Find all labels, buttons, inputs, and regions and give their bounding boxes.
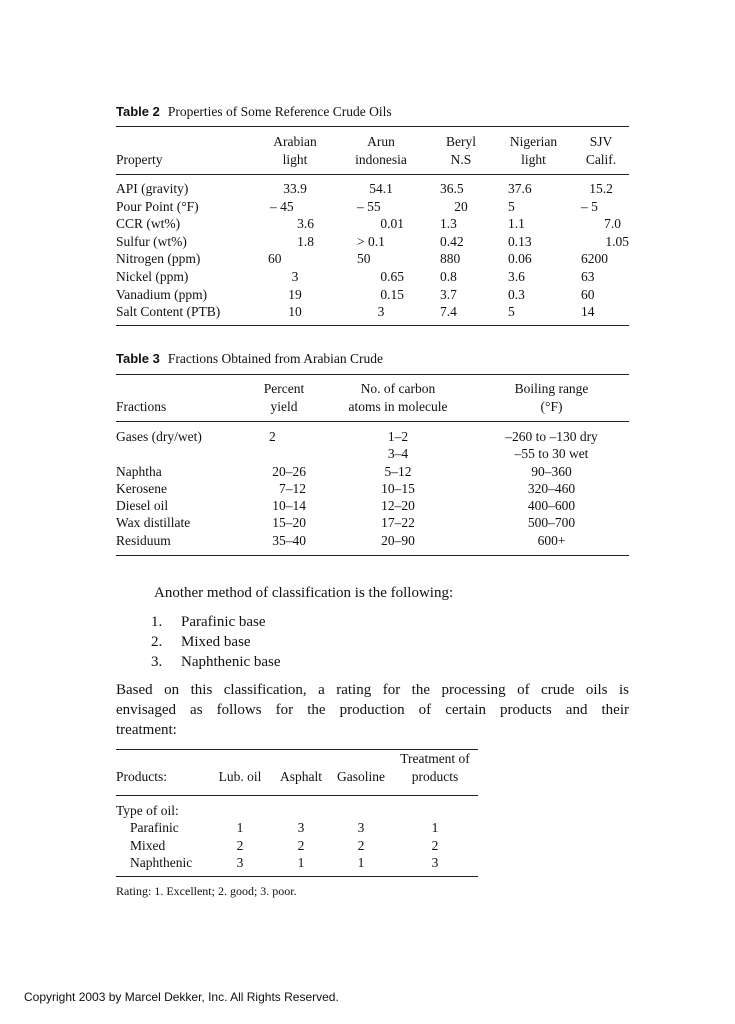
- table3-caption: [116, 351, 383, 367]
- list-number: 3.: [151, 654, 163, 670]
- table2-cell: 3: [377, 304, 385, 320]
- table4-header-cell: Products:: [116, 769, 168, 784]
- table3-cell: 10–15: [381, 480, 415, 496]
- table3-cell: Wax distillate: [116, 515, 191, 531]
- table2-top-rule: [116, 126, 629, 127]
- table3-cell: Kerosene: [116, 480, 167, 496]
- table3-header-cell: Boiling range: [514, 381, 589, 396]
- table3-label: Table 3: [116, 351, 160, 366]
- table3-cell: 2: [269, 429, 276, 444]
- list-text: Parafinic base: [181, 614, 266, 630]
- table2-cell: 36.5: [440, 181, 464, 196]
- table2-header: [116, 133, 629, 169]
- table2-header-cell: Property: [116, 152, 163, 167]
- table3-top-rule: [116, 374, 629, 375]
- table2-cell: 3.7: [440, 286, 457, 302]
- table2-cell: 63: [581, 268, 595, 284]
- paragraph-line: envisaged as follows for the production of certain products and their: [116, 702, 629, 718]
- table2-cell: 54.1: [369, 181, 393, 196]
- table2-header-cell: Nigerian: [509, 134, 558, 149]
- table2-header-rule: [116, 174, 629, 175]
- table-row: [116, 268, 629, 286]
- table3-bottom-rule: [116, 555, 629, 556]
- table-row: [116, 286, 629, 304]
- table-row: [116, 802, 478, 819]
- table2-cell: 60: [268, 251, 282, 267]
- table2-cell: Vanadium (ppm): [116, 286, 208, 302]
- table2-cell: 50: [357, 251, 371, 267]
- table2-header-cell: Arun: [367, 134, 395, 149]
- table2-cell: Sulfur (wt%): [116, 233, 187, 249]
- table-row: [116, 532, 629, 549]
- table3-cell: 7–12: [279, 480, 306, 496]
- table4-bottom-rule: [116, 876, 478, 877]
- table2-body: [116, 180, 629, 321]
- table2-cell: 5: [508, 198, 515, 214]
- table2-header-cell: Arabian: [273, 134, 317, 149]
- list-number: 2.: [151, 634, 163, 650]
- table2-cell: 1.8: [297, 233, 314, 249]
- table2-cell: 33.9: [283, 181, 307, 196]
- classification-intro: Another method of classification is the following:: [154, 585, 454, 601]
- table3-cell: 17–22: [381, 515, 415, 531]
- table3-cell: –55 to 30 wet: [514, 446, 589, 462]
- table2-cell: 3.6: [297, 216, 314, 232]
- table3-cell: 90–360: [531, 463, 572, 479]
- table-row: [116, 233, 629, 251]
- table-row: [116, 514, 629, 531]
- table3-body: [116, 428, 629, 549]
- table3-header-cell: No. of carbon: [360, 381, 436, 396]
- table2-cell: 60: [581, 286, 595, 302]
- list-item: [151, 612, 281, 632]
- table2-cell: 37.6: [508, 181, 532, 196]
- table3-cell: Residuum: [116, 532, 171, 548]
- table3-cell: 500–700: [527, 515, 576, 531]
- table-row: [116, 819, 478, 836]
- list-text: Mixed base: [181, 634, 251, 650]
- table4-header-cell: [208, 750, 272, 768]
- table4-cell: 3: [297, 820, 305, 836]
- table2-cell: 15.2: [589, 181, 613, 196]
- table3-cell: [246, 445, 322, 462]
- table4-header-cell: [116, 750, 208, 768]
- table4-header-cell: Asphalt: [280, 769, 322, 784]
- table3-cell: Diesel oil: [116, 498, 169, 514]
- table2-header-cell: N.S: [450, 152, 472, 167]
- table3-header: [116, 380, 629, 416]
- table2-cell: CCR (wt%): [116, 216, 181, 232]
- table2-cell: – 45: [270, 198, 294, 214]
- table3-cell: 20–90: [381, 532, 415, 548]
- table2-cell: – 5: [581, 198, 598, 214]
- table3-header-cell: [116, 380, 246, 398]
- table2-cell: 7.4: [440, 304, 457, 320]
- table2-cell: 0.06: [508, 251, 532, 267]
- table3-cell: 600+: [537, 532, 566, 548]
- table2-cell: > 0.1: [357, 233, 385, 249]
- table2-cell: Nitrogen (ppm): [116, 251, 201, 267]
- table2-header-cell: light: [521, 152, 546, 167]
- table2-cell: 0.42: [440, 233, 464, 249]
- rating-paragraph: [116, 680, 629, 740]
- table3-header-rule: [116, 421, 629, 422]
- table2-title: Properties of Some Reference Crude Oils: [167, 104, 392, 119]
- table4-section-label: Type of oil:: [116, 803, 179, 818]
- list-item: [151, 632, 281, 652]
- table4-cell: 2: [357, 837, 365, 853]
- table4-cell: 1: [431, 820, 439, 836]
- table4-cell: Naphthenic: [130, 855, 193, 871]
- list-text: Naphthenic base: [181, 654, 281, 670]
- table-row: [116, 480, 629, 497]
- table-row: [116, 445, 629, 462]
- table2-cell: 0.01: [380, 216, 404, 232]
- table4-cell: 3: [431, 855, 439, 871]
- table2-bottom-rule: [116, 325, 629, 326]
- table3-cell: 400–600: [527, 498, 576, 514]
- table2-cell: 19: [288, 286, 302, 302]
- table3-cell: 35–40: [272, 532, 306, 548]
- table-row: [116, 854, 478, 871]
- table3-cell: –260 to –130 dry: [505, 429, 598, 444]
- table-row: [116, 497, 629, 514]
- paragraph-line: treatment:: [116, 722, 177, 738]
- table3-cell: [116, 445, 246, 462]
- rating-note: Rating: 1. Excellent; 2. good; 3. poor.: [116, 884, 297, 898]
- table2-cell: 1.3: [440, 216, 457, 232]
- table3-cell: 20–26: [272, 463, 306, 479]
- table2-cell: 1.05: [605, 233, 629, 249]
- classification-list: [151, 612, 281, 672]
- table3-cell: Gases (dry/wet): [116, 429, 202, 444]
- table4-header: [116, 750, 478, 786]
- table-row: [116, 837, 478, 854]
- table2-header-cell: SJV: [589, 134, 613, 149]
- table4-cell: Mixed: [130, 837, 166, 853]
- table4-cell: 2: [297, 837, 305, 853]
- table4-header-cell: Treatment of: [400, 751, 470, 766]
- table3-cell: 3–4: [387, 446, 409, 462]
- table2-cell: Pour Point (°F): [116, 198, 199, 214]
- table-row: [116, 180, 629, 198]
- copyright-notice: Copyright 2003 by Marcel Dekker, Inc. All Rights Reserved.: [24, 990, 339, 1004]
- table2-cell: Nickel (ppm): [116, 268, 189, 284]
- table2-cell: 0.3: [508, 286, 525, 302]
- table4-cell: 1: [357, 855, 365, 871]
- table-row: [116, 428, 629, 445]
- table3-cell: Naphtha: [116, 463, 162, 479]
- table4-header-cell: [272, 750, 330, 768]
- table2-header-cell: light: [282, 152, 308, 167]
- table4-header-rule: [116, 795, 478, 796]
- table2-cell: 3.6: [508, 268, 525, 284]
- table2-cell: Salt Content (PTB): [116, 304, 221, 320]
- table4-cell: 2: [236, 837, 244, 853]
- table4-body: [116, 802, 478, 872]
- table4-cell: 3: [357, 820, 365, 836]
- table4-cell: 1: [236, 820, 244, 836]
- table2-cell: 20: [454, 198, 468, 214]
- table4-cell: 3: [236, 855, 244, 871]
- table-row: [116, 215, 629, 233]
- table2-header-cell: Beryl: [446, 134, 476, 149]
- table3-cell: 12–20: [381, 498, 415, 514]
- table2-cell: 0.13: [508, 233, 532, 249]
- list-item: [151, 652, 281, 672]
- table4-header-cell: Gasoline: [337, 769, 385, 784]
- table2-cell: 3: [291, 268, 299, 284]
- table3-header-cell: (°F): [540, 399, 563, 414]
- table2-cell: – 55: [357, 198, 381, 214]
- table3-header-cell: yield: [270, 399, 298, 414]
- table2-cell: 5: [508, 304, 515, 320]
- table3-cell: 1–2: [387, 429, 409, 444]
- table2-cell: 880: [440, 251, 461, 267]
- table2-caption: [116, 104, 392, 120]
- table2-header-cell: indonesia: [355, 152, 407, 167]
- table4-cell: 1: [297, 855, 305, 871]
- table2-cell: API (gravity): [116, 181, 189, 196]
- table4-header-cell: products: [411, 769, 459, 784]
- table2-cell: 14: [581, 304, 595, 320]
- table-row: [116, 463, 629, 480]
- table4-header-cell: [330, 750, 392, 768]
- table4-header-cell: Lub. oil: [218, 769, 262, 784]
- table2-cell: 7.0: [604, 216, 621, 232]
- table3-cell: 320–460: [527, 480, 576, 496]
- table3-header-cell: Fractions: [116, 399, 167, 414]
- table2-label: Table 2: [116, 104, 160, 119]
- table-row: [116, 303, 629, 321]
- table3-cell: 10–14: [272, 498, 306, 514]
- table-row: [116, 250, 629, 268]
- table3-header-cell: Percent: [263, 381, 305, 396]
- table2-cell: 0.15: [380, 286, 404, 302]
- table2-cell: 0.8: [440, 268, 457, 284]
- table2-header-cell: [116, 133, 256, 151]
- paragraph-line: Based on this classification, a rating for the processing of crude oils is: [116, 682, 629, 698]
- table3-header-cell: atoms in molecule: [348, 399, 448, 414]
- table-row: [116, 198, 629, 216]
- table4-cell: Parafinic: [130, 820, 179, 836]
- table3-cell: 15–20: [272, 515, 306, 531]
- table3-cell: 5–12: [384, 463, 412, 479]
- table4-cell: 2: [431, 837, 439, 853]
- table2-header-cell: Calif.: [585, 152, 617, 167]
- table2-cell: 6200: [581, 251, 608, 267]
- table3-title: Fractions Obtained from Arabian Crude: [167, 351, 384, 366]
- table2-cell: 1.1: [508, 216, 525, 232]
- list-number: 1.: [151, 614, 163, 630]
- table2-cell: 0.65: [380, 268, 404, 284]
- table2-cell: 10: [288, 304, 302, 320]
